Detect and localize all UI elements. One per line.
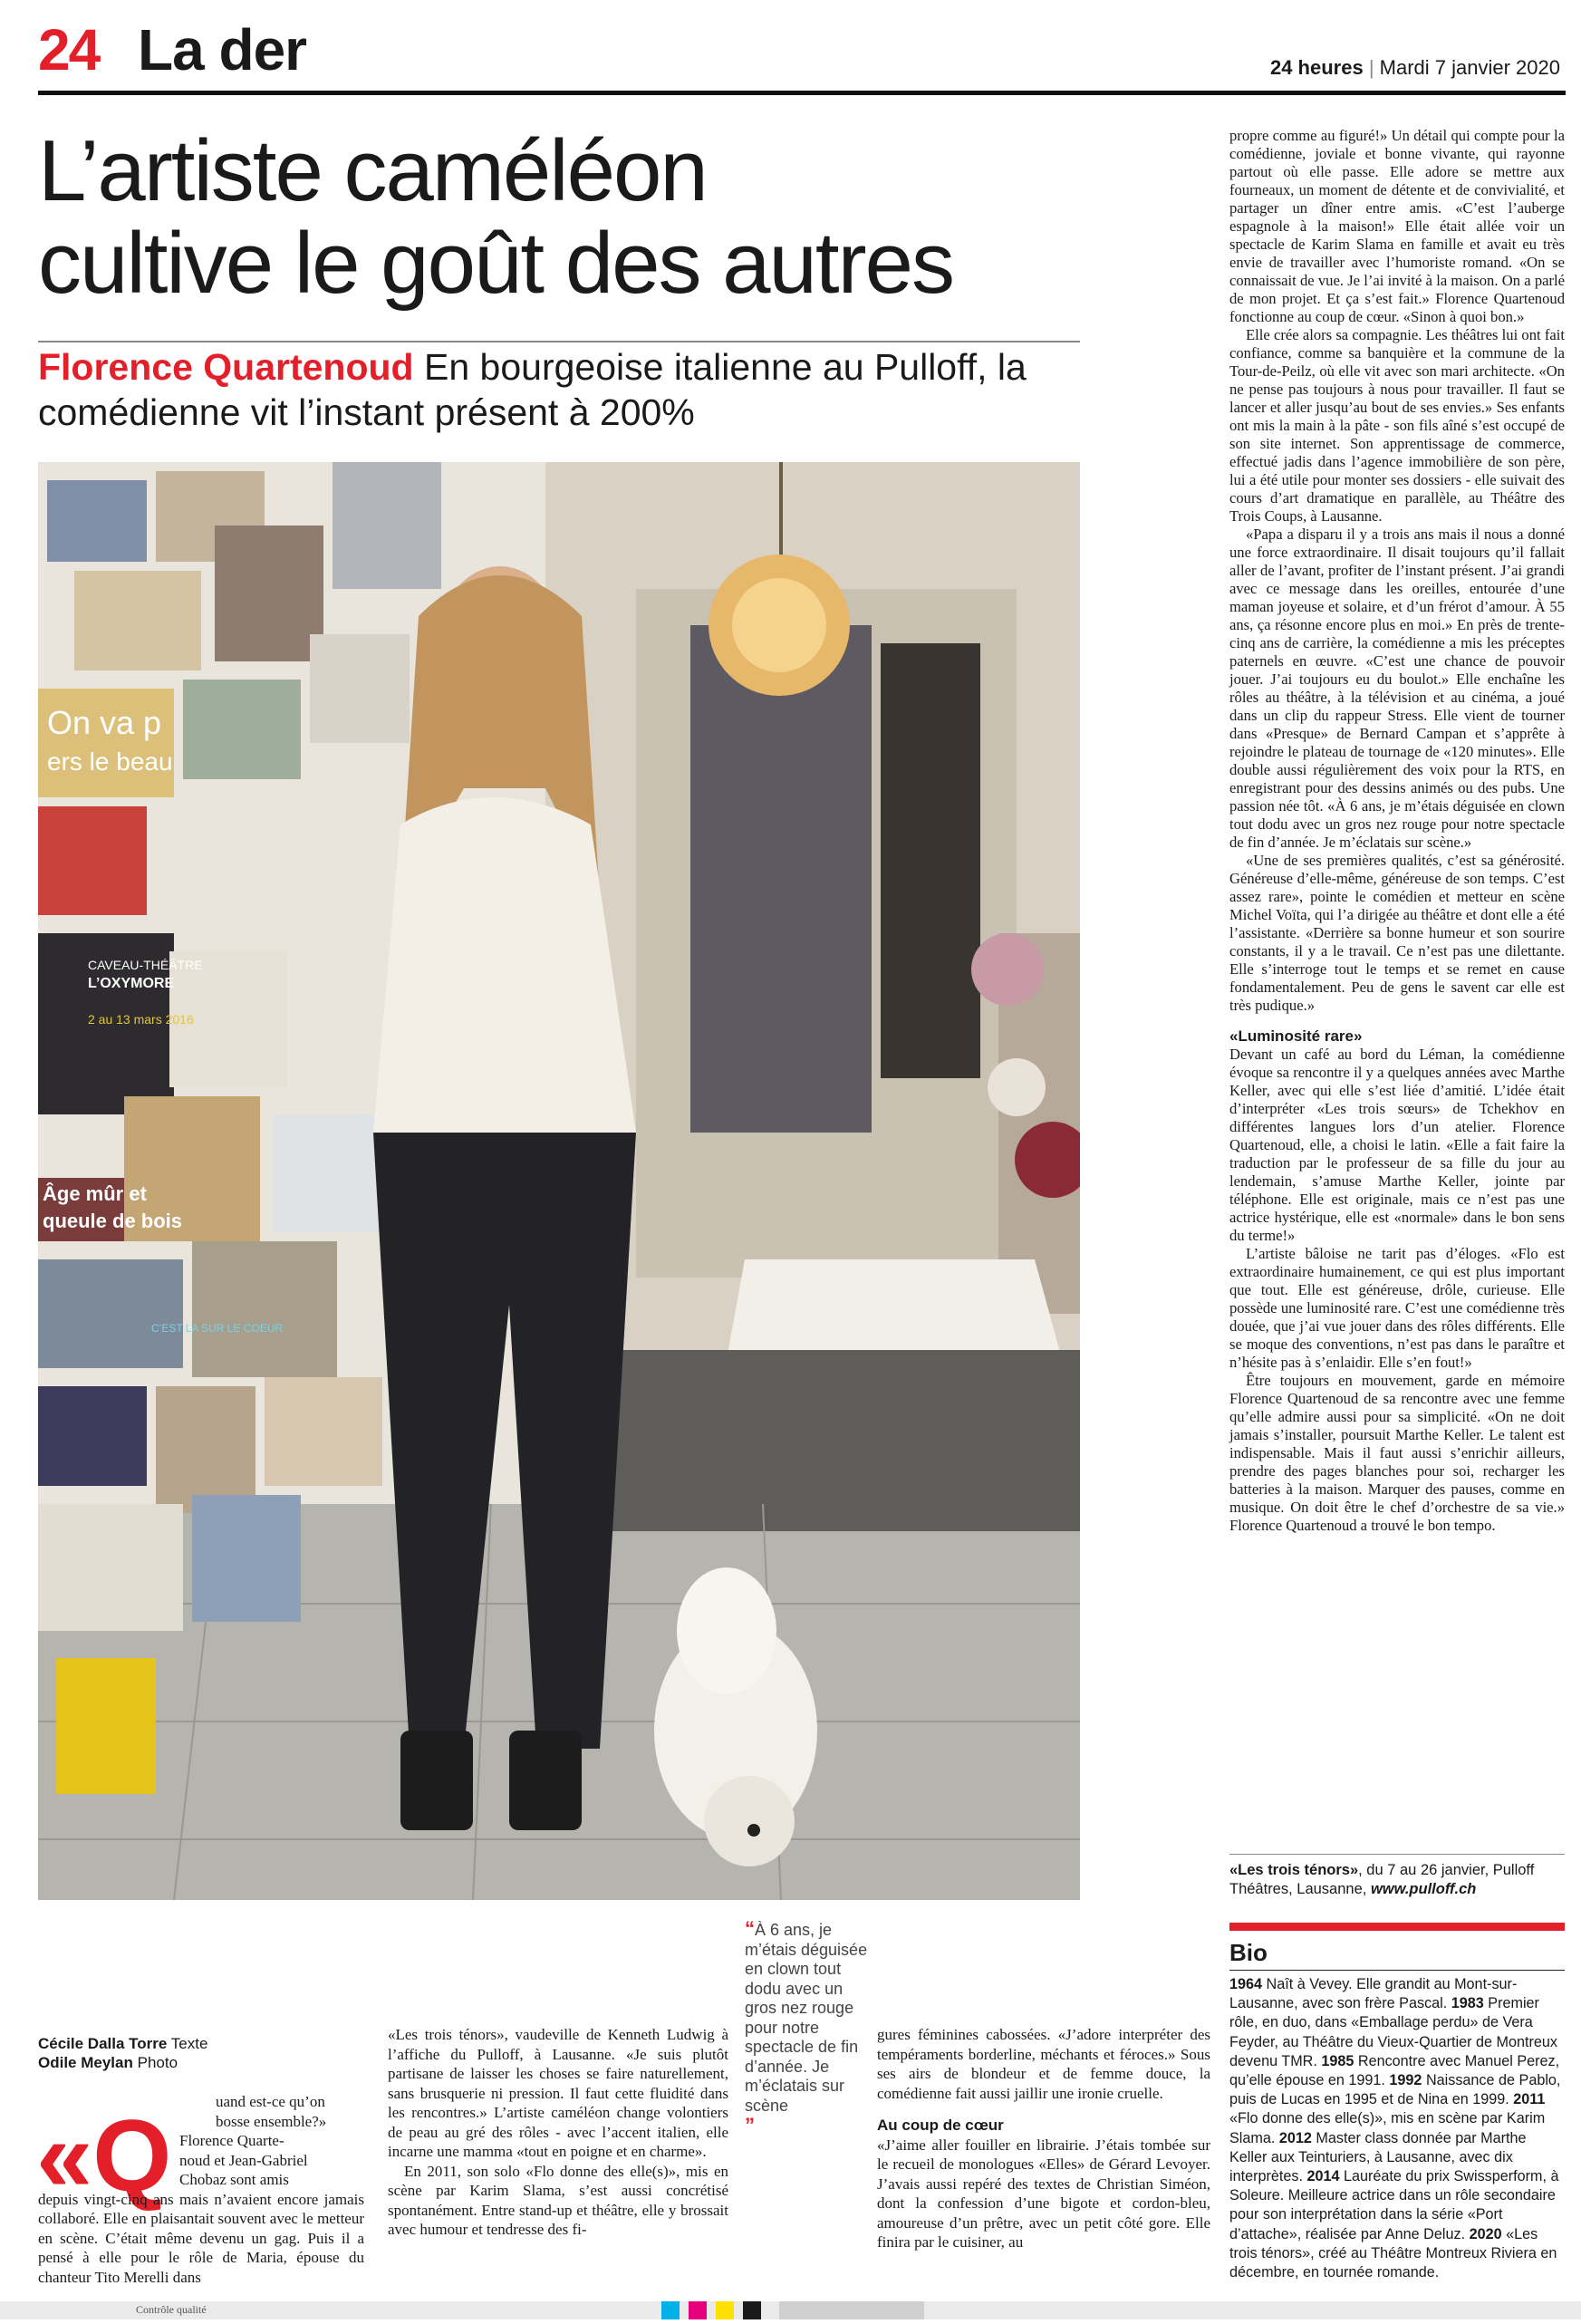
pull-quote: [745, 1919, 872, 2137]
show-url[interactable]: www.pulloff.ch: [1370, 1881, 1477, 1897]
headline-line-2: cultive le goût des autres: [38, 215, 953, 312]
issue-date: Mardi 7 janvier 2020: [1379, 56, 1560, 79]
bio-divider: [1229, 1970, 1565, 1971]
header-rule: [38, 91, 1566, 95]
credits: [38, 2034, 364, 2072]
deck: [38, 344, 1089, 435]
body-column-3: [877, 2025, 1210, 2252]
bio-list: 1964 Naît à Vevey. Elle grandit au Mont-sur-Lausanne, avec son frère Pascal. 1983 Premier rôle, en duo, dans «Emballage perdu» de Vera Feyder, au Théâtre du Vieux-Quartier de Montreux devenu TMR. 1985 Rencontre avec Manuel Perez, qu’elle épouse en 1991. 1992 Naissance de Pablo, puis de Lucas en 1995 et de Nina en 1999. 2011 «Flo donne des elle(s)», mis en scène par Karim Slama. 2012 Master class donnée par Marthe Keller aux Teinturiers, à Lausanne, avec dix interprètes. 2014 Lauréate du prix Swissperform, à Soleure. Meilleure actrice dans un rôle secondaire pour son interprétation dans la série «Port d’attache», réalisée par Anne Deluz. 2020 «Les trois ténors», créé au Théâtre Montreux Riviera en décembre, en tournée romande.: [1229, 1976, 1561, 2281]
svg-text:queule de bois: queule de bois: [43, 1210, 183, 1232]
section-name: La der: [138, 17, 307, 82]
headline: [38, 122, 1089, 312]
dropcap: «Q: [36, 2099, 172, 2213]
portrait-photo: [38, 462, 1080, 1900]
quote-close-mark: ”: [745, 2114, 755, 2136]
bio-title: Bio: [1229, 1939, 1268, 1966]
print-color-bar: [0, 2301, 1581, 2319]
svg-text:On va p: On va p: [47, 704, 162, 741]
paragraph: «J’aime aller fouiller en librairie. J’étais tombée sur le recueil de monologues «Elles» de Gérard Levoyer. J’avais aussi repéré des textes de Christian Siméon, dont la confession d’une bigote et cordon-bleu, amoureuse d’un prêtre, avec un petit côté gore. Elle finira par le cuisiner, au: [877, 2136, 1210, 2251]
photo-illustration: [38, 462, 1080, 1900]
issue-info: [1270, 56, 1560, 80]
section-number: 24: [38, 17, 100, 82]
color-swatches: [0, 2301, 1581, 2319]
subhead: Au coup de cœur: [877, 2117, 1004, 2134]
body-column-1: uand est-ce qu’on bosse ensemble?» Florence Quarte- noud et Jean-Gabriel Chobaz sont amis depuis vingt-cinq ans mais n’avaient encore jamais collaboré. Elle en plaisantait souvent avec le metteur en scène. C’était même devenu un gag. Puis il a pensé à elle pour le rôle de Maria, épouse du chanteur Tito Merelli dans: [38, 2093, 364, 2286]
paragraph: «Une de ses premières qualités, c’est sa générosité. Généreuse d’elle-même, généreuse de son temps. C’est assez rare», pointe le comédien et metteur en scène Michel Voïta, qui l’a dirigée au théâtre et dont elle a été l’assistante. «Derrière sa bonne humeur et son sourire constants, il y a le travail. Ce n’est pas une dilettante. Elle s’interroge tout le temps et se remet en cause fondamentalement. Peu de gens le savent car elle est très pudique.»: [1229, 852, 1565, 1014]
paragraph: En 2011, son solo «Flo donne des elle(s)», mis en scène par Karim Slama, s’est aussi concrétisé spontanément. Entre stand-up et théâtre, elle y brossait avec humour et tendresse des fi-: [388, 2162, 728, 2238]
show-details: , du 7 au 26 janvier, Pulloff Théâtres, Lausanne,: [1229, 1862, 1535, 1897]
photo-credit: Odile Meylan Photo: [38, 2054, 178, 2071]
paper-name: 24 heures: [1269, 56, 1364, 79]
body-column-2: [388, 2025, 728, 2240]
svg-text:C’EST LA SUR LE COEUR: C’EST LA SUR LE COEUR: [151, 1322, 284, 1335]
separator: |: [1368, 56, 1374, 79]
paragraph: Devant un café au bord du Léman, la comédienne évoque sa rencontre il y a quelques années avec Marthe Keller, avec qui elle s’est liée d’amitié. L’idée était d’interpréter «Les trois sœurs» de Tchekhov en différentes langues lors d’un atelier. Florence Quartenoud, elle, a choisi le latin. «Elle a fait faire la traduction par le professeur de sa fille du jour au lendemain, s’amuse Marthe Keller, jointe par téléphone. Elle est originale, mais ce n’est pas une actrice hystérique, elle est «normale» dans le bon sens du terme!»: [1229, 1046, 1565, 1244]
info-rule: [1229, 1854, 1565, 1855]
deck-text: En bourgeoise italienne au Pulloff, la comédienne vit l’instant présent à 200%: [38, 346, 1027, 433]
svg-text:ers le beau: ers le beau: [47, 747, 173, 776]
paragraph: propre comme au figuré!» Un détail qui compte pour la comédienne, joviale et bonne vivante, qui rayonne partout où elle passe. Elle adore se mettre aux fourneaux, un moment de détente et de convivialité, et partager un dîner entre amis. «C’est l’auberge espagnole à la maison!» Elle était allée voir un spectacle de Karim Slama en famille et avait eu très envie de travailler avec l’humoriste romand. «On se connaissait de vue. Je l’ai invité à la maison. On a parlé de mon projet. Et ça s’est fait.» Florence Quartenoud fonctionne au coup de cœur. «Sinon à quoi bon.»: [1229, 127, 1565, 325]
masthead: [38, 16, 1560, 100]
author-credit: Cécile Dalla Torre Texte: [38, 2035, 208, 2052]
svg-text:L’OXYMORE: L’OXYMORE: [88, 976, 175, 991]
headline-line-1: L’artiste caméléon: [38, 122, 707, 219]
paragraph: L’artiste bâloise ne tarit pas d’éloges. «Flo est extraordinaire humainement, ce qui est plus important que tout. Elle est généreuse, drôle, curieuse. Elle possède une luminosité rare. C’est une comédienne très douée, que j’ai vue jouer dans des rôles différents. Elle se moque des conventions, n’est pas dans le paraître et n’hésite pas à s’enlaidir. Elle s’en fout!»: [1229, 1245, 1565, 1371]
paragraph: gures féminines cabossées. «J’adore interpréter des tempéraments borderline, méchants et féroces.» Sous ses airs de blondeur et de femme douce, la comédienne fait aussi jaillir une ironie cruelle.: [877, 2026, 1210, 2102]
svg-text:2 au 13 mars 2016: 2 au 13 mars 2016: [88, 1012, 194, 1027]
bio-rule: [1229, 1923, 1565, 1931]
quote-open-mark: “: [745, 1917, 755, 1940]
svg-text:Âge mûr et: Âge mûr et: [43, 1182, 147, 1205]
svg-text:CAVEAU-THÉÂTRE: CAVEAU-THÉÂTRE: [88, 958, 203, 972]
paragraph: Être toujours en mouvement, garde en mémoire Florence Quartenoud de sa rencontre avec une femme qu’elle admire aussi pour sa simplicité. «On ne doit jamais s’installer, poursuit Marthe Keller. Le talent est indispensable. Mais il faut aussi s’enrichir ailleurs, prendre des pages blanches pour soi, recharger les batteries à la maison. Marquer des pauses, comme en musique. On doit être le chef d’orchestre de sa vie.» Florence Quartenoud a trouvé le bon tempo.: [1229, 1372, 1565, 1534]
footer-label: Contrôle qualité: [136, 2303, 207, 2316]
deck-rule: [38, 341, 1080, 342]
show-title: «Les trois ténors»: [1229, 1862, 1359, 1878]
paragraph: Elle crée alors sa compagnie. Les théâtres lui ont fait confiance, comme sa banquière et la commune de la Tour-de-Peilz, où elle vit avec son mari architecte. «On ne pense pas toujours à nous pour travailler. Il faut se lancer et aller jusqu’au bout de ses envies.» Ses enfants ont mis la main à la pâte - son fils aîné s’est occupé de son site internet. Son apprentissage de commerce, effectué jadis dans l’agence immobilière de son père, lui a été utile pour monter ses dossiers - elle suivait des cours d’art dramatique en parallèle, au Théâtre des Trois Coups, à Lausanne.: [1229, 326, 1565, 525]
show-info: [1229, 1861, 1565, 1899]
subhead: «Luminosité rare»: [1229, 1027, 1363, 1045]
paragraph: «Les trois ténors», vaudeville de Kenneth Ludwig à l’affiche du Pulloff, à Lausanne. «Je suis plutôt partisane de laisser les choses se faire naturellement, sans brusquerie ni pression. Il faut cette fluidité dans les rencontres.» L’artiste caméléon change volontiers de peau au gré des rôles - avec l’accent italien, elle incarne une mamma «tout en poigne et en charme».: [388, 2026, 728, 2160]
deck-kicker: Florence Quartenoud: [38, 346, 414, 388]
body-column-right: [1229, 127, 1565, 1535]
quote-text: À 6 ans, je m’étais déguisée en clown tout dodu avec un gros nez rouge pour notre spectacle de fin d’année. Je m’éclatais sur scène: [745, 1921, 868, 2115]
paragraph: «Papa a disparu il y a trois ans mais il nous a donné une force extraordinaire. Il disait toujours qu’il fallait aller de l’avant, profiter de l’instant présent. J’ai grandi avec ce message dans les oreilles, entourée d’une maman joyeuse et solaire, et d’un frérot d’amour. À 55 ans, ça résonne encore plus en moi.» En près de trente-cinq ans de carrière, la comédienne a mis les préceptes paternels en œuvre. «C’est une chance de pouvoir jouer. J’ai toujours eu du boulot.» Elle enchaîne les rôles au théâtre, à la télévision et au cinéma, a joué dans un clip du rappeur Stress. Elle vient de tourner dans «Presque» de Bernard Campan et s’apprête à rejoindre le plateau de tournage de «120 minutes». Elle double aussi régulièrement des voix pour la RTS, en enregistrant pour des dessins animés ou des pubs. Une passion née tôt. «À 6 ans, je m’étais déguisée en clown tout dodu avec un gros nez rouge pour notre spectacle de fin d’année. Je m’éclatais sur scène.»: [1229, 526, 1565, 851]
